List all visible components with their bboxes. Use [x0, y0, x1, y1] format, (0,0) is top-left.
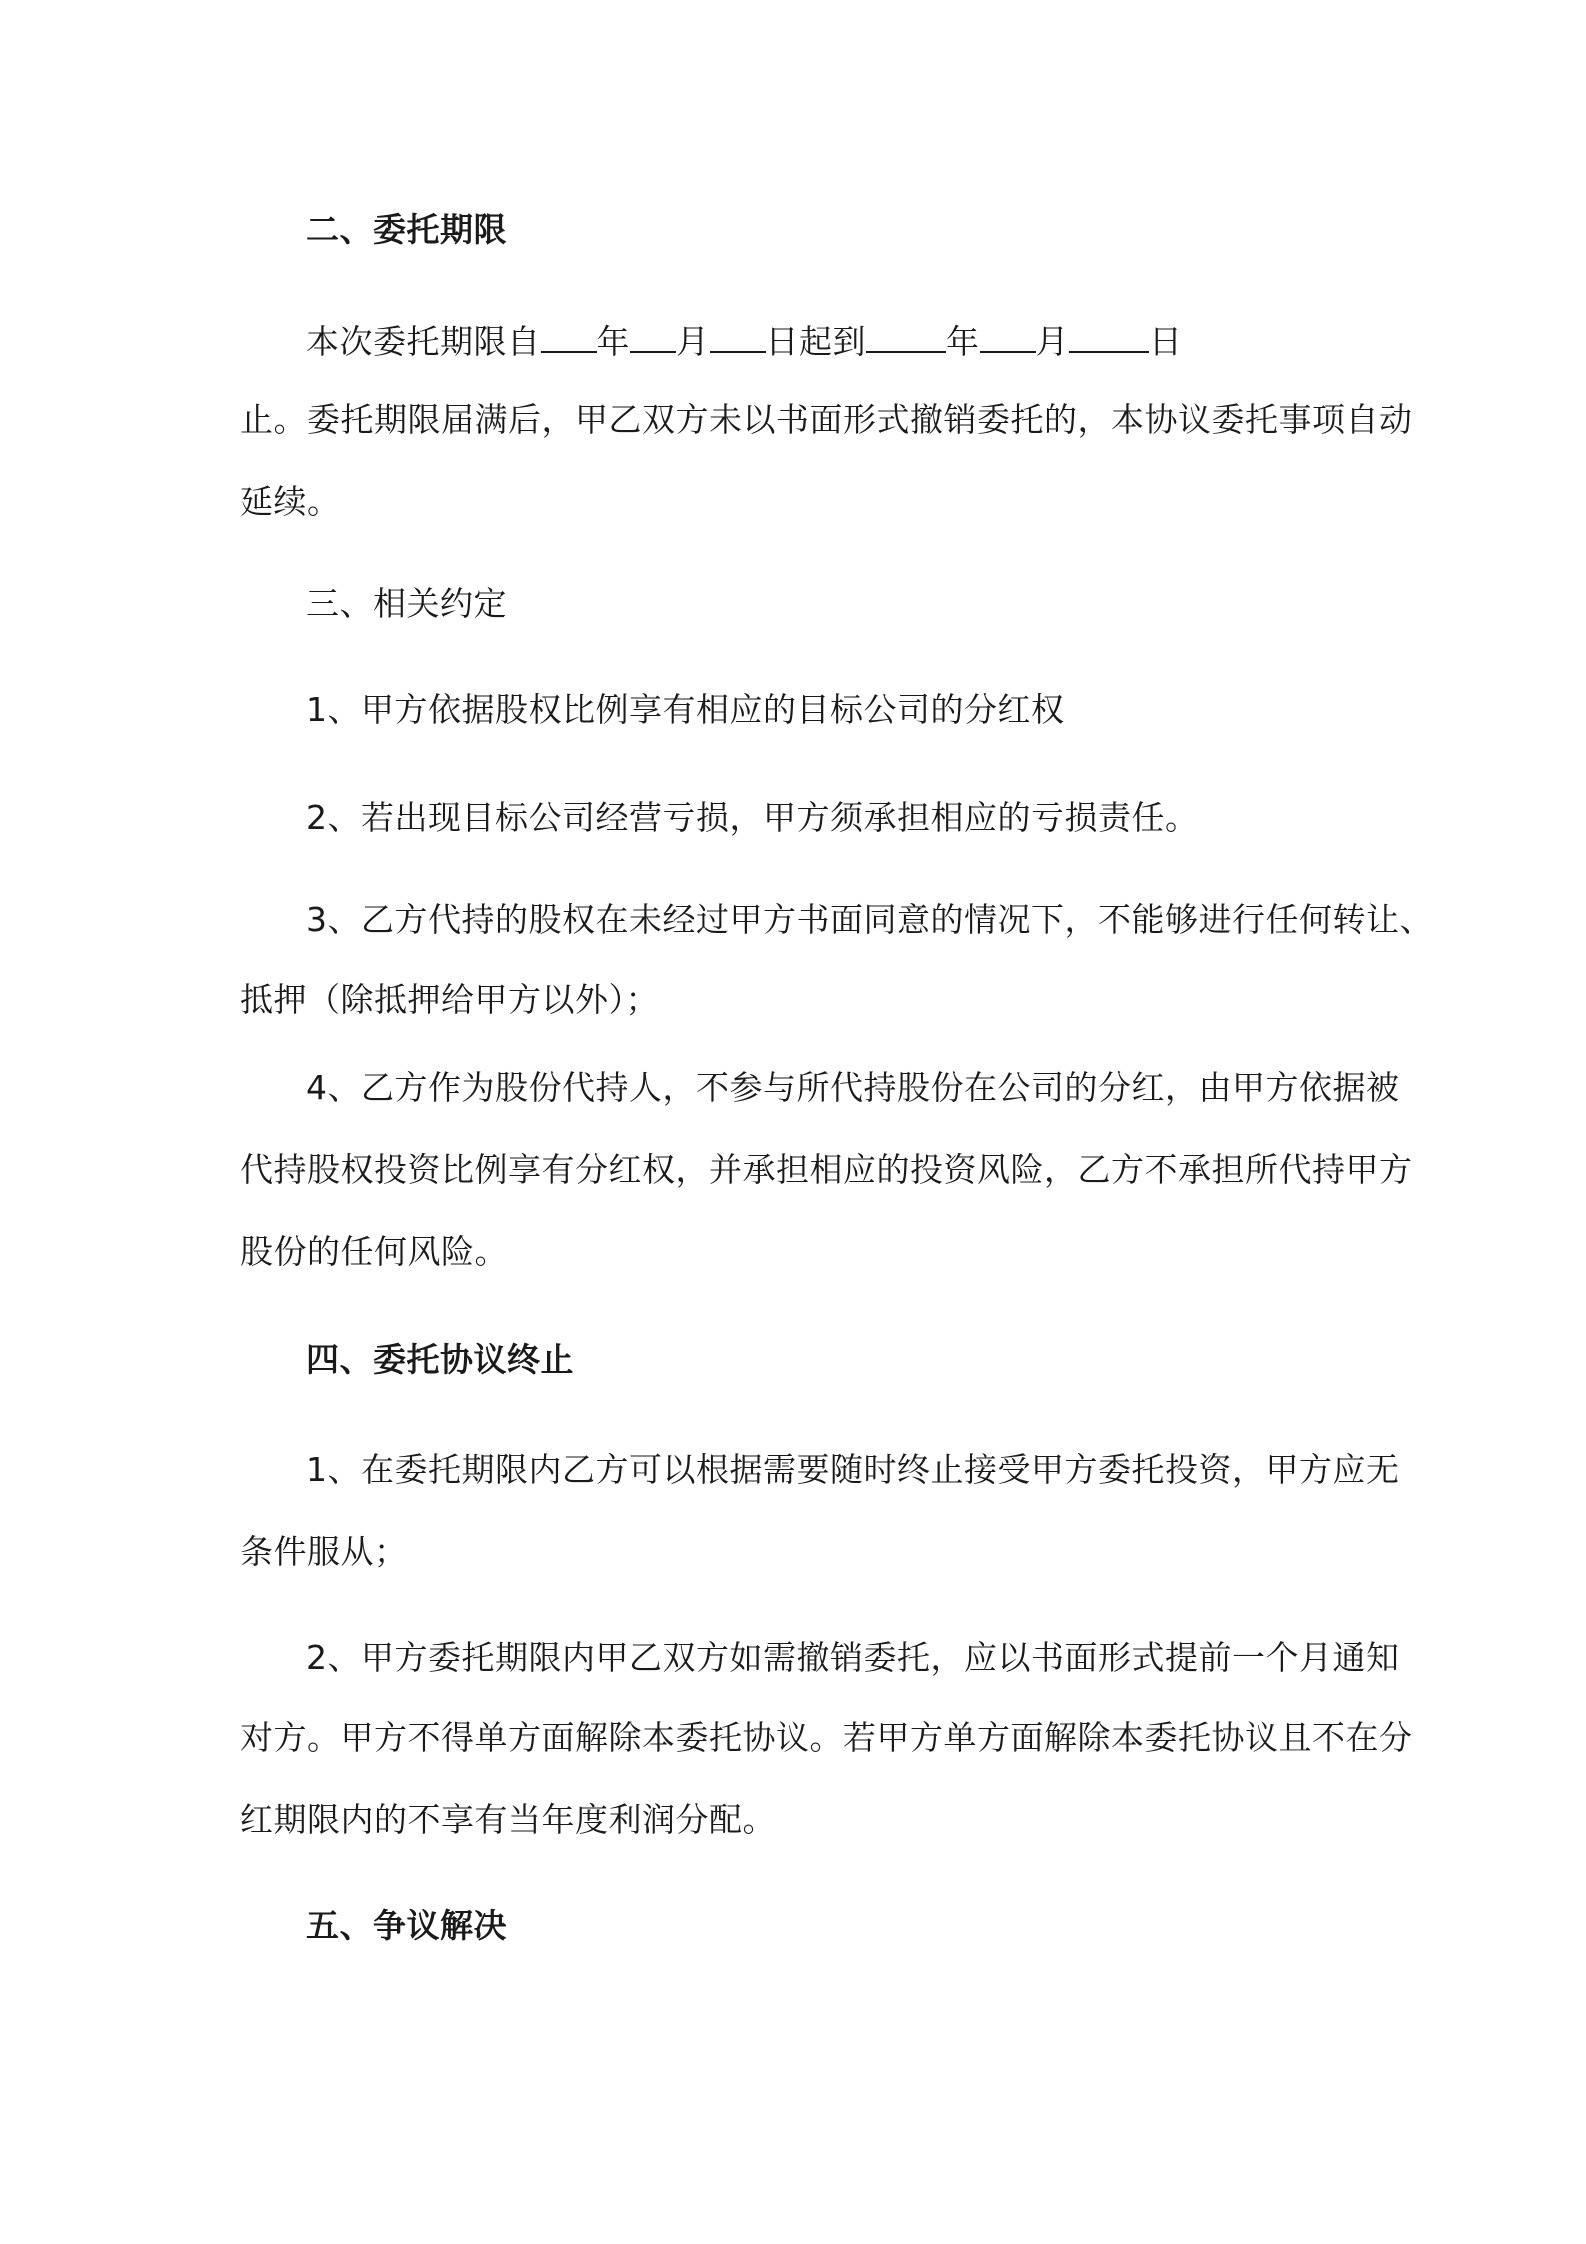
termination-item-1-line-2: 条件服从；: [240, 1532, 408, 1571]
start-year-blank: [541, 321, 597, 353]
end-month-blank: [980, 321, 1036, 353]
start-month-blank: [630, 321, 676, 353]
end-day-blank: [1069, 321, 1149, 353]
agreement-item-4-line-1: 4、乙方作为股份代持人，不参与所代持股份在公司的分红，由甲方依据被: [306, 1068, 1400, 1107]
agreement-item-2: 2、若出现目标公司经营亏损，甲方须承担相应的亏损责任。: [306, 798, 1199, 837]
section-heading-term: 二、委托期限: [306, 210, 507, 249]
term-period-line: [306, 320, 1426, 364]
agreement-item-3-line-2: 抵押（除抵押给甲方以外）；: [240, 980, 659, 1019]
term-paragraph-line-2: 止。委托期限届满后，甲乙双方未以书面形式撤销委托的，本协议委托事项自动: [240, 400, 1413, 439]
section-heading-agreements: 三、相关约定: [306, 584, 507, 623]
agreement-item-4-line-2: 代持股权投资比例享有分红权，并承担相应的投资风险，乙方不承担所代持甲方: [240, 1150, 1413, 1189]
start-month-unit: 月: [676, 322, 710, 361]
start-year-unit: 年: [596, 322, 630, 361]
termination-item-2-line-3: 红期限内的不享有当年度利润分配。: [240, 1800, 776, 1839]
start-day-unit: 日起到: [765, 322, 866, 361]
termination-item-2-line-2: 对方。甲方不得单方面解除本委托协议。若甲方单方面解除本委托协议且不在分: [240, 1718, 1413, 1757]
agreement-item-1: 1、甲方依据股权比例享有相应的目标公司的分红权: [306, 690, 1065, 729]
end-year-unit: 年: [946, 322, 980, 361]
term-period-prefix: 本次委托期限自: [306, 322, 541, 361]
termination-item-1-line-1: 1、在委托期限内乙方可以根据需要随时终止接受甲方委托投资，甲方应无: [306, 1450, 1400, 1489]
section-heading-termination: 四、委托协议终止: [306, 1340, 574, 1379]
term-paragraph-line-3: 延续。: [240, 482, 341, 521]
start-day-blank: [710, 321, 766, 353]
end-day-unit: 日: [1149, 322, 1183, 361]
end-month-unit: 月: [1035, 322, 1069, 361]
agreement-item-3-line-1: 3、乙方代持的股权在未经过甲方书面同意的情况下，不能够进行任何转让、: [306, 900, 1433, 939]
agreement-item-4-line-3: 股份的任何风险。: [240, 1232, 508, 1271]
termination-item-2-line-1: 2、甲方委托期限内甲乙双方如需撤销委托，应以书面形式提前一个月通知: [306, 1638, 1400, 1677]
section-heading-dispute: 五、争议解决: [306, 1906, 507, 1945]
end-year-blank: [866, 321, 946, 353]
